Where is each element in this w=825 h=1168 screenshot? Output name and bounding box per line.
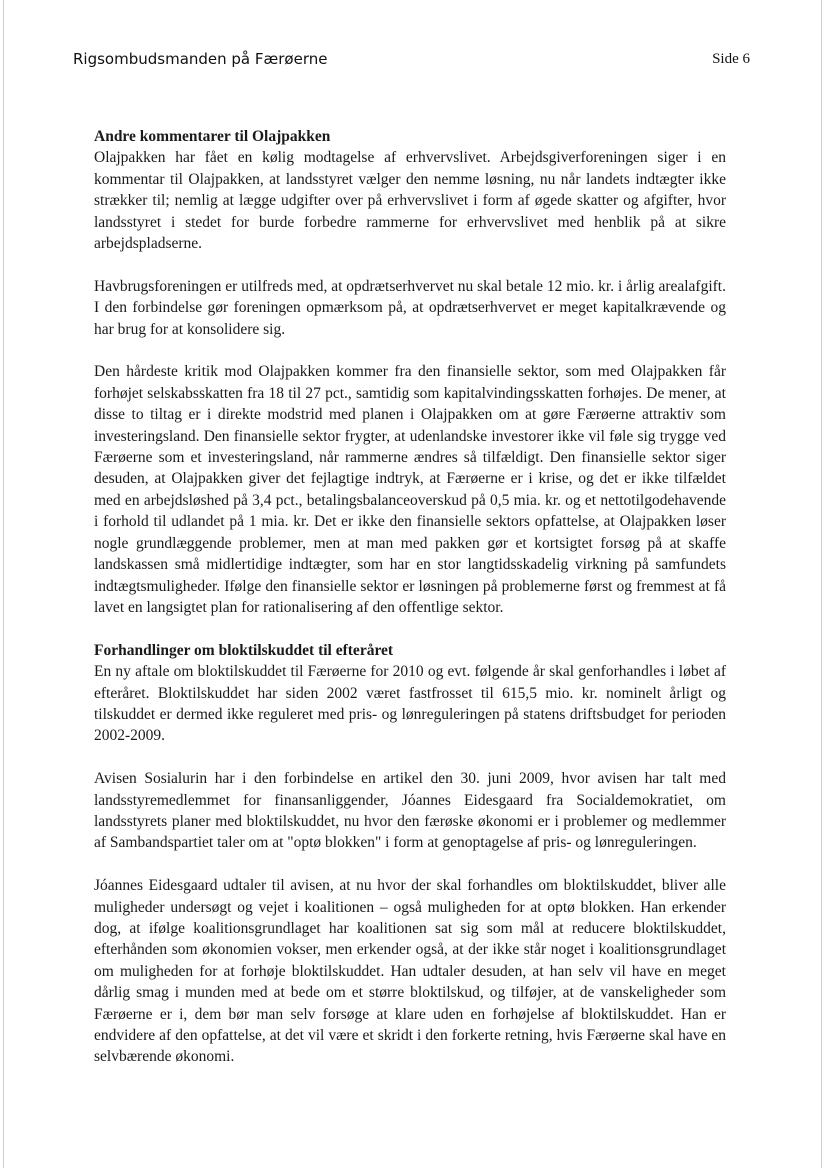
section-heading: Forhandlinger om bloktilskuddet til efteråret xyxy=(94,641,394,659)
paragraph: Olajpakken har fået en kølig modtagelse af erhvervslivet. Arbejdsgiverforeningen siger i en kommentar til Olajpakken, at landsstyret vælger den nemme løsning, nu når landets indtægter ikke strækker til; nemlig at lægge udgifter over på erhvervslivet i form af øgede skatter og afgifter, hvor landsstyret i stedet for burde forbedre rammerne for erhvervslivet med henblik på at sikre arbejdspladserne. xyxy=(94,149,726,253)
header-title: Rigsombudsmanden på Færøerne xyxy=(73,50,328,68)
section-heading: Andre kommentarer til Olajpakken xyxy=(94,128,331,145)
paragraph: Avisen Sosialurin har i den forbindelse en artikel den 30. juni 2009, hvor avisen har talt med landsstyremedlemmet for finansanliggender, Jóannes Eidesgaard fra Socialdemokratiet, om landsstyrets planer med bloktilskuddet, nu hvor den færøske økonomi er i problemer og medlemmer af Sambandspartiet taler om at "optø blokken" i form at genoptagelse af pris- og lønreguleringen. xyxy=(94,770,726,852)
page-edge-right xyxy=(821,0,822,1168)
paragraph: Den hårdeste kritik mod Olajpakken kommer fra den finansielle sektor, som med Olajpakken får forhøjet selskabsskatten fra 18 til 27 pct., samtidig som kapitalvindingsskatten forhøjes. De mener, at disse to tiltag er i direkte modstrid med planen i Olajpakken om at gøre Færøerne attraktiv som investeringsland. Den finansielle sektor frygter, at udenlandske investorer ikke vil føle sig trygge ved Færøerne som et investeringsland, når rammerne ændres så tilfældigt. Den finansielle sektor siger desuden, at Olajpakken giver det fejlagtige indtryk, at Færøerne er i krise, og det er ikke tilfældet med en arbejdsløshed på 3,4 pct., betalingsbalanceoverskud på 0,5 mia. kr. og et nettotilgodehavende i forhold til udlandet på 1 mia. kr. Det er ikke den finansielle sektors opfattelse, at Olajpakken løser nogle grundlæggende problemer, men at man med pakken gør et kortsigtet forsøg på at skaffe landskassen små midlertidige indtægter, som har en stor langtidsskadelig virkning på samfundets indtægtsmuligheder. Ifølge den finansielle sektor er løsningen på problemerne først og fremmest at få lavet en langsigtet plan for rationalisering af den offentlige sektor. xyxy=(94,363,726,616)
paragraph: En ny aftale om bloktilskuddet til Færøerne for 2010 og evt. følgende år skal genforhandles i løbet af efteråret. Bloktilskuddet har siden 2002 været fastfrosset til 615,5 mio. kr. nominelt årligt og tilskuddet er dermed ikke reguleret med pris- og lønreguleringen på statens driftsbudget for perioden 2002-2009. xyxy=(94,663,726,745)
page-number: Side 6 xyxy=(712,51,750,67)
document-body xyxy=(94,126,726,1068)
page-edge-left xyxy=(3,0,4,1168)
section-bloktilskud-negotiations xyxy=(94,640,726,1068)
page-header xyxy=(73,50,750,72)
paragraph: Havbrugsforeningen er utilfreds med, at opdrætserhvervet nu skal betale 12 mio. kr. i årlig arealafgift. I den forbindelse gør foreningen opmærksom på, at opdrætserhvervet er meget kapitalkrævende og har brug for at konsolidere sig. xyxy=(94,277,726,338)
paragraph: Jóannes Eidesgaard udtaler til avisen, at nu hvor der skal forhandles om bloktilskuddet, bliver alle muligheder undersøgt og vejet i koalitionen – også muligheden for at optø blokken. Han erkender dog, at ifølge koalitionsgrundlaget har koalitionen sat sig som mål at reducere bloktilskuddet, efterhånden som økonomien vokser, men erkender også, at der ikke står noget i koalitionsgrundlaget om muligheden for at forhøje bloktilskuddet. Han udtaler desuden, at han selv vil have en meget dårlig smag i munden med at bede om et større bloktilskud, og tilføjer, at de vanskeligheder som Færøerne er i, dem bør man selv forsøge at klare uden en forhøjelse af bloktilskuddet. Han er endvidere af den opfattelse, at det vil være et skridt i den forkerte retning, hvis Færøerne skal have en selvbærende økonomi. xyxy=(94,877,726,1066)
section-olajpakken-comments xyxy=(94,126,726,618)
